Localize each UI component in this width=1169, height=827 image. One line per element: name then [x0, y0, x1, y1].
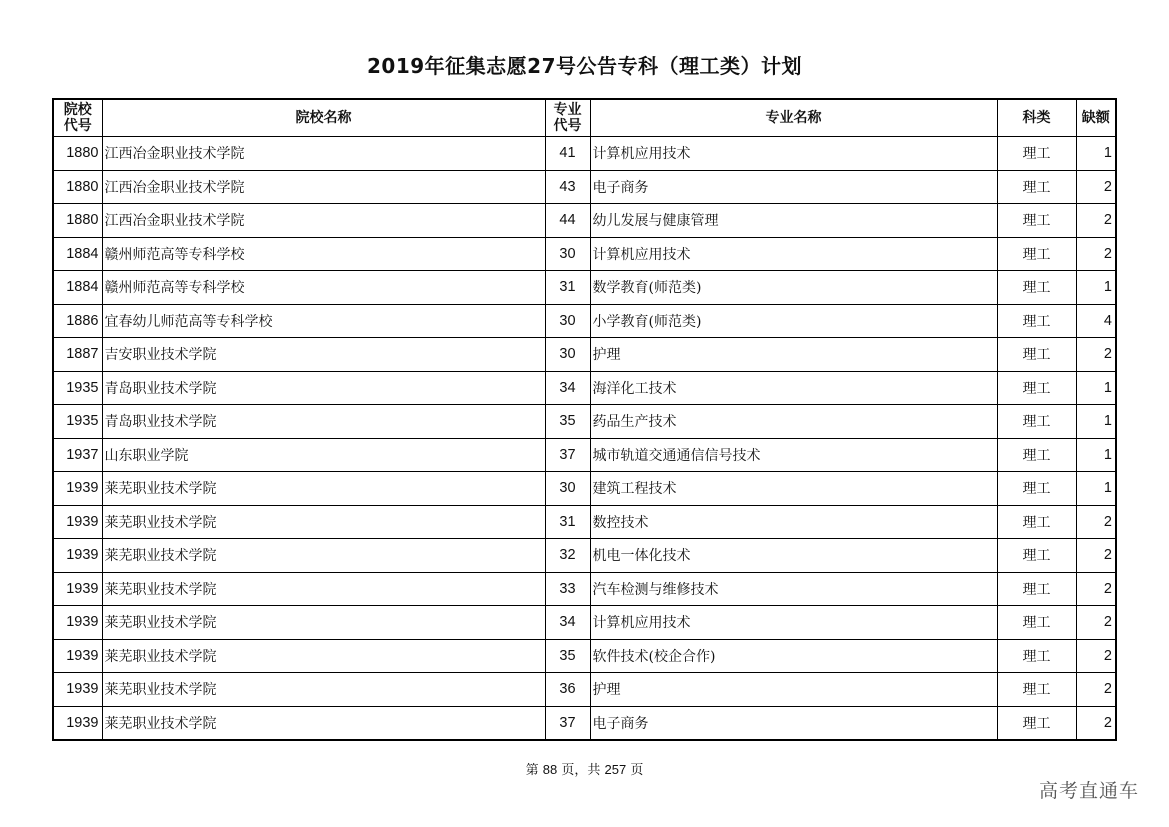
cell-major-name: 汽车检测与维修技术	[590, 572, 997, 606]
cell-vacancy: 4	[1076, 304, 1116, 338]
cell-category: 理工	[997, 438, 1076, 472]
cell-school-name: 江西冶金职业技术学院	[102, 137, 545, 171]
cell-major-code: 37	[545, 706, 590, 740]
table-row	[53, 271, 1116, 305]
cell-vacancy: 2	[1076, 237, 1116, 271]
cell-major-name: 机电一体化技术	[590, 539, 997, 573]
cell-major-code: 32	[545, 539, 590, 573]
cell-major-name: 建筑工程技术	[590, 472, 997, 506]
cell-vacancy: 2	[1076, 673, 1116, 707]
cell-major-code: 30	[545, 237, 590, 271]
cell-school-code: 1939	[53, 472, 102, 506]
cell-major-code: 31	[545, 271, 590, 305]
table-row	[53, 572, 1116, 606]
header-major-name: 专业名称	[590, 99, 997, 137]
cell-school-name: 江西冶金职业技术学院	[102, 170, 545, 204]
cell-major-name: 电子商务	[590, 170, 997, 204]
cell-major-name: 计算机应用技术	[590, 606, 997, 640]
cell-vacancy: 2	[1076, 706, 1116, 740]
cell-school-code: 1884	[53, 271, 102, 305]
header-major-code: 专业代号	[545, 99, 590, 137]
cell-school-name: 青岛职业技术学院	[102, 371, 545, 405]
page-footer	[0, 759, 1169, 778]
cell-category: 理工	[997, 673, 1076, 707]
cell-school-name: 莱芜职业技术学院	[102, 572, 545, 606]
cell-major-name: 电子商务	[590, 706, 997, 740]
cell-school-name: 宜春幼儿师范高等专科学校	[102, 304, 545, 338]
cell-school-code: 1880	[53, 204, 102, 238]
table-row	[53, 204, 1116, 238]
cell-school-name: 山东职业学院	[102, 438, 545, 472]
cell-school-name: 莱芜职业技术学院	[102, 606, 545, 640]
cell-major-code: 35	[545, 405, 590, 439]
header-category: 科类	[997, 99, 1076, 137]
cell-major-name: 数控技术	[590, 505, 997, 539]
cell-school-code: 1884	[53, 237, 102, 271]
watermark-text: 高考直通车	[1038, 780, 1139, 802]
cell-school-code: 1880	[53, 137, 102, 171]
footer-page-number: 88	[542, 762, 558, 777]
table-row	[53, 338, 1116, 372]
cell-major-code: 30	[545, 338, 590, 372]
cell-major-code: 35	[545, 639, 590, 673]
cell-category: 理工	[997, 706, 1076, 740]
cell-major-code: 41	[545, 137, 590, 171]
cell-major-name: 药品生产技术	[590, 405, 997, 439]
cell-school-code: 1939	[53, 572, 102, 606]
table-row	[53, 472, 1116, 506]
cell-major-code: 31	[545, 505, 590, 539]
table-body	[53, 137, 1116, 741]
cell-major-name: 小学教育(师范类)	[590, 304, 997, 338]
cell-school-name: 吉安职业技术学院	[102, 338, 545, 372]
footer-suffix: 页	[630, 763, 644, 778]
cell-category: 理工	[997, 304, 1076, 338]
cell-school-code: 1939	[53, 639, 102, 673]
cell-vacancy: 1	[1076, 438, 1116, 472]
cell-school-name: 莱芜职业技术学院	[102, 639, 545, 673]
cell-major-code: 34	[545, 606, 590, 640]
cell-category: 理工	[997, 572, 1076, 606]
table-row	[53, 639, 1116, 673]
table-row	[53, 539, 1116, 573]
table-row	[53, 237, 1116, 271]
footer-total-pages: 257	[604, 762, 627, 777]
cell-vacancy: 2	[1076, 639, 1116, 673]
cell-vacancy: 2	[1076, 606, 1116, 640]
table-row	[53, 137, 1116, 171]
cell-school-code: 1880	[53, 170, 102, 204]
cell-category: 理工	[997, 237, 1076, 271]
cell-school-name: 赣州师范高等专科学校	[102, 271, 545, 305]
cell-category: 理工	[997, 170, 1076, 204]
cell-major-name: 护理	[590, 673, 997, 707]
cell-major-code: 30	[545, 472, 590, 506]
cell-category: 理工	[997, 137, 1076, 171]
cell-category: 理工	[997, 371, 1076, 405]
header-school-name: 院校名称	[102, 99, 545, 137]
cell-major-code: 34	[545, 371, 590, 405]
table-row	[53, 606, 1116, 640]
cell-school-code: 1939	[53, 505, 102, 539]
cell-major-name: 计算机应用技术	[590, 137, 997, 171]
cell-school-name: 莱芜职业技术学院	[102, 472, 545, 506]
cell-school-name: 莱芜职业技术学院	[102, 539, 545, 573]
cell-vacancy: 1	[1076, 472, 1116, 506]
cell-major-code: 44	[545, 204, 590, 238]
cell-vacancy: 1	[1076, 137, 1116, 171]
cell-school-code: 1937	[53, 438, 102, 472]
cell-school-name: 江西冶金职业技术学院	[102, 204, 545, 238]
cell-school-name: 莱芜职业技术学院	[102, 505, 545, 539]
cell-major-name: 软件技术(校企合作)	[590, 639, 997, 673]
cell-school-code: 1886	[53, 304, 102, 338]
cell-major-code: 37	[545, 438, 590, 472]
cell-vacancy: 1	[1076, 405, 1116, 439]
cell-category: 理工	[997, 505, 1076, 539]
table-row	[53, 405, 1116, 439]
cell-vacancy: 2	[1076, 338, 1116, 372]
table-row	[53, 371, 1116, 405]
table-row	[53, 304, 1116, 338]
footer-middle: 页，共	[561, 763, 601, 778]
cell-school-code: 1939	[53, 606, 102, 640]
cell-school-code: 1935	[53, 371, 102, 405]
cell-category: 理工	[997, 639, 1076, 673]
cell-school-code: 1939	[53, 673, 102, 707]
cell-school-code: 1939	[53, 539, 102, 573]
page-title: 2019年征集志愿27号公告专科（理工类）计划	[367, 54, 802, 78]
cell-category: 理工	[997, 472, 1076, 506]
cell-vacancy: 2	[1076, 539, 1116, 573]
table-row	[53, 438, 1116, 472]
cell-major-code: 33	[545, 572, 590, 606]
cell-major-name: 海洋化工技术	[590, 371, 997, 405]
cell-major-name: 数学教育(师范类)	[590, 271, 997, 305]
cell-category: 理工	[997, 338, 1076, 372]
table-row	[53, 706, 1116, 740]
cell-school-code: 1935	[53, 405, 102, 439]
cell-school-code: 1939	[53, 706, 102, 740]
cell-major-name: 幼儿发展与健康管理	[590, 204, 997, 238]
cell-vacancy: 2	[1076, 170, 1116, 204]
cell-category: 理工	[997, 606, 1076, 640]
cell-vacancy: 1	[1076, 271, 1116, 305]
cell-major-code: 30	[545, 304, 590, 338]
header-vacancy: 缺额	[1076, 99, 1116, 137]
cell-category: 理工	[997, 204, 1076, 238]
table-row	[53, 505, 1116, 539]
plan-table	[52, 98, 1117, 741]
cell-school-name: 莱芜职业技术学院	[102, 706, 545, 740]
footer-prefix: 第	[525, 763, 539, 778]
cell-major-code: 43	[545, 170, 590, 204]
cell-school-name: 青岛职业技术学院	[102, 405, 545, 439]
cell-category: 理工	[997, 539, 1076, 573]
cell-vacancy: 1	[1076, 371, 1116, 405]
cell-school-name: 赣州师范高等专科学校	[102, 237, 545, 271]
cell-vacancy: 2	[1076, 505, 1116, 539]
table-row	[53, 673, 1116, 707]
cell-category: 理工	[997, 405, 1076, 439]
header-school-code: 院校代号	[53, 99, 102, 137]
cell-major-code: 36	[545, 673, 590, 707]
cell-vacancy: 2	[1076, 572, 1116, 606]
cell-major-name: 城市轨道交通通信信号技术	[590, 438, 997, 472]
cell-major-name: 护理	[590, 338, 997, 372]
cell-school-code: 1887	[53, 338, 102, 372]
cell-school-name: 莱芜职业技术学院	[102, 673, 545, 707]
cell-category: 理工	[997, 271, 1076, 305]
table-header-row	[53, 99, 1116, 137]
table-row	[53, 170, 1116, 204]
cell-vacancy: 2	[1076, 204, 1116, 238]
cell-major-name: 计算机应用技术	[590, 237, 997, 271]
